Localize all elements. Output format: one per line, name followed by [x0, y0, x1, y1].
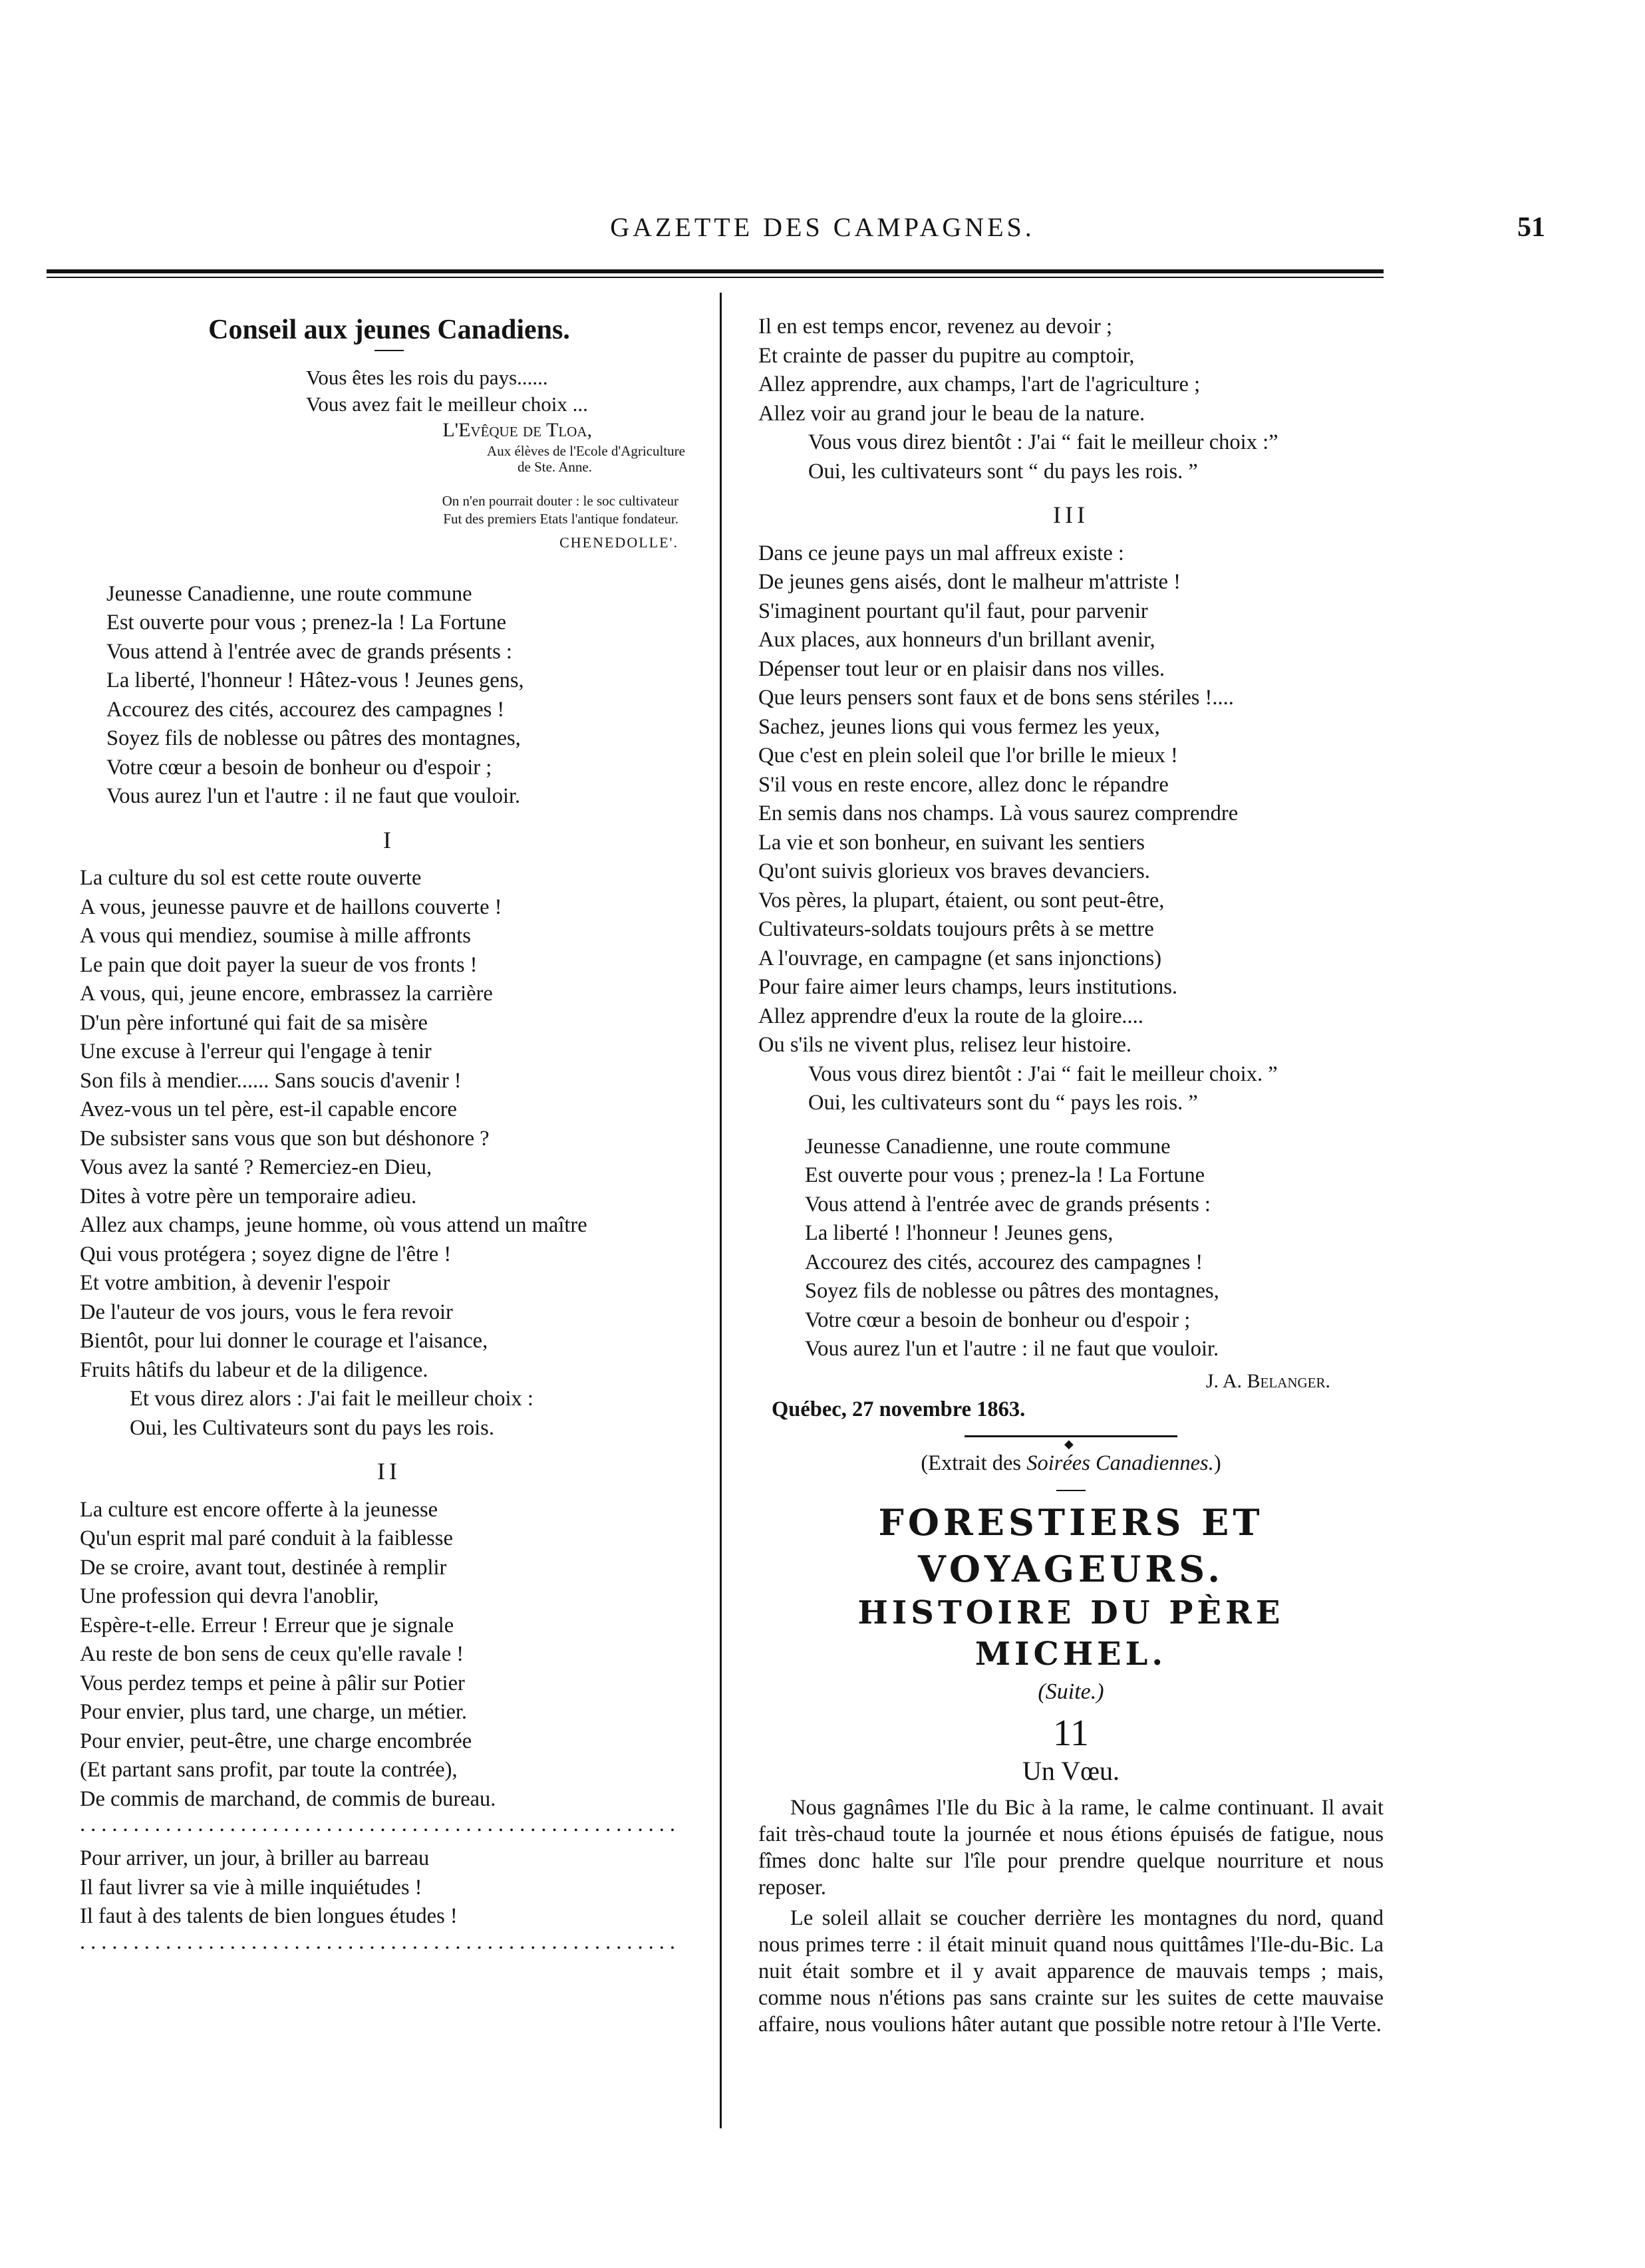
verse-line: Pour envier, plus tard, une charge, un métier.	[80, 1700, 468, 1724]
verse-line: Pour faire aimer leurs champs, leurs institutions.	[758, 975, 1178, 999]
refrain-line: Oui, les Cultivateurs sont du pays les rois.	[130, 1415, 494, 1440]
epigraph-attribution: L'Evêque de Tloa,	[442, 419, 592, 441]
refrain-line: Et vous direz alors : J'ai fait le meilleur choix :	[130, 1387, 533, 1411]
verse-line: Aux places, aux honneurs d'un brillant avenir,	[758, 628, 1155, 652]
quote-line: Fut des premiers Etats l'antique fondateur.	[443, 511, 678, 527]
header-rule	[47, 269, 1384, 273]
stanza-one	[80, 864, 698, 1443]
verse-line: A vous qui mendiez, soumise à mille affronts	[80, 924, 471, 948]
stanza-two-end	[758, 313, 1384, 486]
verse-line: Accourez des cités, accourez des campagnes !	[106, 697, 505, 722]
prose-paragraph: Le soleil allait se coucher derrière les montagnes du nord, quand nous primes terre : il était minuit quand nous quittâmes l'Ile-du-Bic. La nuit était sombre et il y avait apparence de mauvais temps ; mais, comme nous n'étions pas sans crainte sur les suites de cette mauvaise affaire, nous voulions hâter autant que possible notre retour à l'Ile Verte.	[758, 1906, 1384, 2037]
verse-line: La vie et son bonheur, en suivant les sentiers	[758, 830, 1145, 855]
ellipsis-row: ........................................................	[80, 1935, 680, 1954]
refrain-line: Vous vous direz bientôt : J'ai “ fait le meilleur choix. ”	[808, 1062, 1278, 1086]
verse-line: Votre cœur a besoin de bonheur ou d'espoir ;	[106, 755, 492, 780]
quote-line: On n'en pourrait douter : le soc cultivateur	[442, 493, 678, 509]
page-number: 51	[1517, 212, 1545, 243]
source-suffix: )	[1213, 1451, 1221, 1475]
verse-line: Jeunesse Canadienne, une route commune	[106, 581, 472, 606]
verse-line: Que c'est en plein soleil que l'or brille le mieux !	[758, 744, 1178, 768]
section-subtitle: HISTOIRE DU PÈRE MICHEL.	[857, 1594, 1284, 1673]
ornamental-rule	[965, 1435, 1177, 1451]
epigraph-line: Vous êtes les rois du pays......	[306, 366, 548, 389]
page-header	[0, 212, 1645, 251]
verse-line: Allez apprendre d'eux la route de la gloire....	[758, 1004, 1143, 1028]
source-title: Soirées Canadiennes.	[1026, 1451, 1214, 1475]
verse-line: Pour envier, peut-être, une charge encombrée	[80, 1729, 472, 1753]
section-numeral: II	[377, 1458, 401, 1485]
verse-line: Il faut à des talents de bien longues études !	[80, 1904, 458, 1928]
suite-label: (Suite.)	[1038, 1679, 1104, 1704]
epigraph-note: Aux élèves de l'Ecole d'Agriculture	[487, 443, 685, 459]
verse-line: De se croire, avant tout, destinée à remplir	[80, 1555, 447, 1580]
stanza-closing	[758, 1133, 1384, 1364]
verse-line: Vos pères, la plupart, étaient, ou sont peut-être,	[758, 888, 1165, 913]
stanza-two-continued	[80, 1844, 698, 1931]
epigraph	[80, 364, 698, 557]
refrain-line: Oui, les cultivateurs sont “ du pays les rois. ”	[808, 459, 1198, 484]
verse-line: Que leurs pensers sont faux et de bons sens stériles !....	[758, 686, 1234, 710]
section-numeral: III	[1053, 501, 1089, 528]
verse-line: Qu'un esprit mal paré conduit à la faiblesse	[80, 1526, 453, 1550]
verse-line: Vous aurez l'un et l'autre : il ne faut que vouloir.	[106, 784, 521, 808]
verse-line: Et votre ambition, à devenir l'espoir	[80, 1271, 390, 1295]
verse-line: Dépenser tout leur or en plaisir dans nos villes.	[758, 656, 1165, 681]
verse-line: A vous, qui, jeune encore, embrassez la carrière	[80, 982, 493, 1006]
verse-line: Qu'ont suivis glorieux vos braves devanciers.	[758, 859, 1150, 883]
author-signature: J. A. Belanger.	[1205, 1369, 1330, 1392]
right-column	[758, 313, 1384, 2042]
verse-line: Accourez des cités, accourez des campagnes !	[805, 1250, 1203, 1274]
left-column	[80, 313, 698, 1962]
verse-line: Dites à votre père un temporaire adieu.	[80, 1184, 417, 1208]
verse-line: Qui vous protégera ; soyez digne de l'être !	[80, 1242, 452, 1266]
section-title: FORESTIERS ET VOYAGEURS.	[878, 1501, 1264, 1590]
chapter-number: 11	[1053, 1712, 1089, 1754]
title-dash	[374, 350, 404, 351]
verse-line: A l'ouvrage, en campagne (et sans injonctions)	[758, 946, 1162, 970]
verse-line: Au reste de bon sens de ceux qu'elle ravale !	[80, 1642, 464, 1666]
verse-line: Il en est temps encor, revenez au devoir ;	[758, 315, 1113, 339]
verse-line: D'un père infortuné qui fait de sa misère	[80, 1010, 428, 1035]
verse-line: Soyez fils de noblesse ou pâtres des montagnes,	[106, 726, 521, 750]
chapter-title: Un Vœu.	[1022, 1755, 1120, 1786]
verse-line: Allez voir au grand jour le beau de la nature.	[758, 401, 1145, 426]
verse-line: (Et partant sans profit, par toute la contrée),	[80, 1758, 458, 1782]
verse-line: Jeunesse Canadienne, une route commune	[805, 1134, 1171, 1159]
verse-line: De jeunes gens aisés, dont le malheur m'attriste !	[758, 570, 1181, 594]
verse-line: De subsister sans vous que son but déshonore ?	[80, 1126, 490, 1151]
verse-line: Vous aurez l'un et l'autre : il ne faut que vouloir.	[805, 1337, 1219, 1361]
verse-line: La liberté, l'honneur ! Hâtez-vous ! Jeunes gens,	[106, 668, 524, 692]
verse-line: A vous, jeunesse pauvre et de haillons couverte !	[80, 895, 502, 919]
refrain-line: Oui, les cultivateurs sont du “ pays les rois. ”	[808, 1091, 1198, 1115]
verse-line: Le pain que doit payer la sueur de vos fronts !	[80, 952, 478, 977]
running-title: GAZETTE DES CAMPAGNES.	[610, 212, 1035, 242]
verse-line: La culture est encore offerte à la jeunesse	[80, 1497, 438, 1522]
verse-line: De commis de marchand, de commis de bureau.	[80, 1786, 496, 1811]
poem-title: Conseil aux jeunes Canadiens.	[208, 315, 570, 345]
column-divider	[720, 293, 722, 2128]
verse-line: Cultivateurs-soldats toujours prêts à se mettre	[758, 917, 1154, 941]
verse-line: Bientôt, pour lui donner le courage et l'aisance,	[80, 1329, 488, 1353]
verse-line: Une excuse à l'erreur qui l'engage à tenir	[80, 1040, 432, 1063]
stanza-opening	[80, 580, 698, 811]
header-rule-thin	[47, 277, 1384, 278]
verse-line: La culture du sol est cette route ouverte	[80, 866, 422, 890]
verse-line: Votre cœur a besoin de bonheur ou d'espoir ;	[805, 1308, 1191, 1332]
verse-line: Soyez fils de noblesse ou pâtres des montagnes,	[805, 1279, 1219, 1303]
verse-line: Allez apprendre, aux champs, l'art de l'agriculture ;	[758, 372, 1201, 396]
verse-line: Sachez, jeunes lions qui vous fermez les yeux,	[758, 714, 1160, 739]
source-prefix: (Extrait des	[921, 1451, 1027, 1475]
verse-line: Ou s'ils ne vivent plus, relisez leur histoire.	[758, 1033, 1131, 1057]
verse-line: Vous attend à l'entrée avec de grands présents :	[805, 1192, 1211, 1216]
verse-line: Vous perdez temps et peine à pâlir sur Potier	[80, 1671, 465, 1695]
verse-line: Avez-vous un tel père, est-il capable encore	[80, 1097, 457, 1121]
verse-line: Fruits hâtifs du labeur et de la diligence.	[80, 1357, 428, 1382]
title-dash	[1056, 1490, 1086, 1491]
verse-line: Il faut livrer sa vie à mille inquiétudes !	[80, 1875, 422, 1900]
verse-line: Son fils à mendier...... Sans soucis d'avenir !	[80, 1068, 462, 1093]
verse-line: S'il vous en reste encore, allez donc le répandre	[758, 772, 1169, 797]
verse-line: Et crainte de passer du pupitre au comptoir,	[758, 343, 1135, 368]
verse-line: Est ouverte pour vous ; prenez-la ! La Fortune	[106, 611, 507, 635]
refrain-line: Vous vous direz bientôt : J'ai “ fait le meilleur choix :”	[808, 430, 1278, 454]
diamond-icon: ◆	[1064, 1437, 1074, 1451]
verse-line: S'imaginent pourtant qu'il faut, pour parvenir	[758, 599, 1148, 623]
verse-line: Dans ce jeune pays un mal affreux existe :	[758, 541, 1124, 565]
epigraph-note: de Ste. Anne.	[518, 459, 592, 475]
verse-line: Est ouverte pour vous ; prenez-la ! La Fortune	[805, 1163, 1205, 1187]
verse-line: Allez aux champs, jeune homme, où vous attend un maître	[80, 1213, 587, 1237]
verse-line: En semis dans nos champs. Là vous saurez comprendre	[758, 801, 1239, 825]
verse-line: Pour arriver, un jour, à briller au barreau	[80, 1846, 430, 1870]
verse-line: Vous attend à l'entrée avec de grands présents :	[106, 639, 512, 664]
stanza-three	[758, 539, 1384, 1118]
ellipsis-row: ........................................................	[80, 1818, 680, 1836]
stanza-two	[80, 1496, 698, 1814]
epigraph-line: Vous avez fait le meilleur choix ...	[306, 392, 588, 416]
section-numeral: I	[383, 826, 395, 853]
verse-line: Espère-t-elle. Erreur ! Erreur que je signale	[80, 1613, 454, 1637]
verse-line: De l'auteur de vos jours, vous le fera revoir	[80, 1300, 453, 1324]
verse-line: La liberté ! l'honneur ! Jeunes gens,	[805, 1221, 1114, 1245]
verse-line: Vous avez la santé ? Remerciez-en Dieu,	[80, 1155, 432, 1179]
quote-attribution: CHENEDOLLE'.	[559, 534, 678, 551]
dateline: Québec, 27 novembre 1863.	[772, 1397, 1026, 1421]
verse-line: Une profession qui devra l'anoblir,	[80, 1584, 379, 1608]
prose-paragraph: Nous gagnâmes l'Ile du Bic à la rame, le calme continuant. Il avait fait très-chaud toute la journée et nous étions épuisés de fatigue, nous fîmes donc halte sur l'île pour prendre quelque nourriture et nous reposer.	[758, 1795, 1384, 1900]
